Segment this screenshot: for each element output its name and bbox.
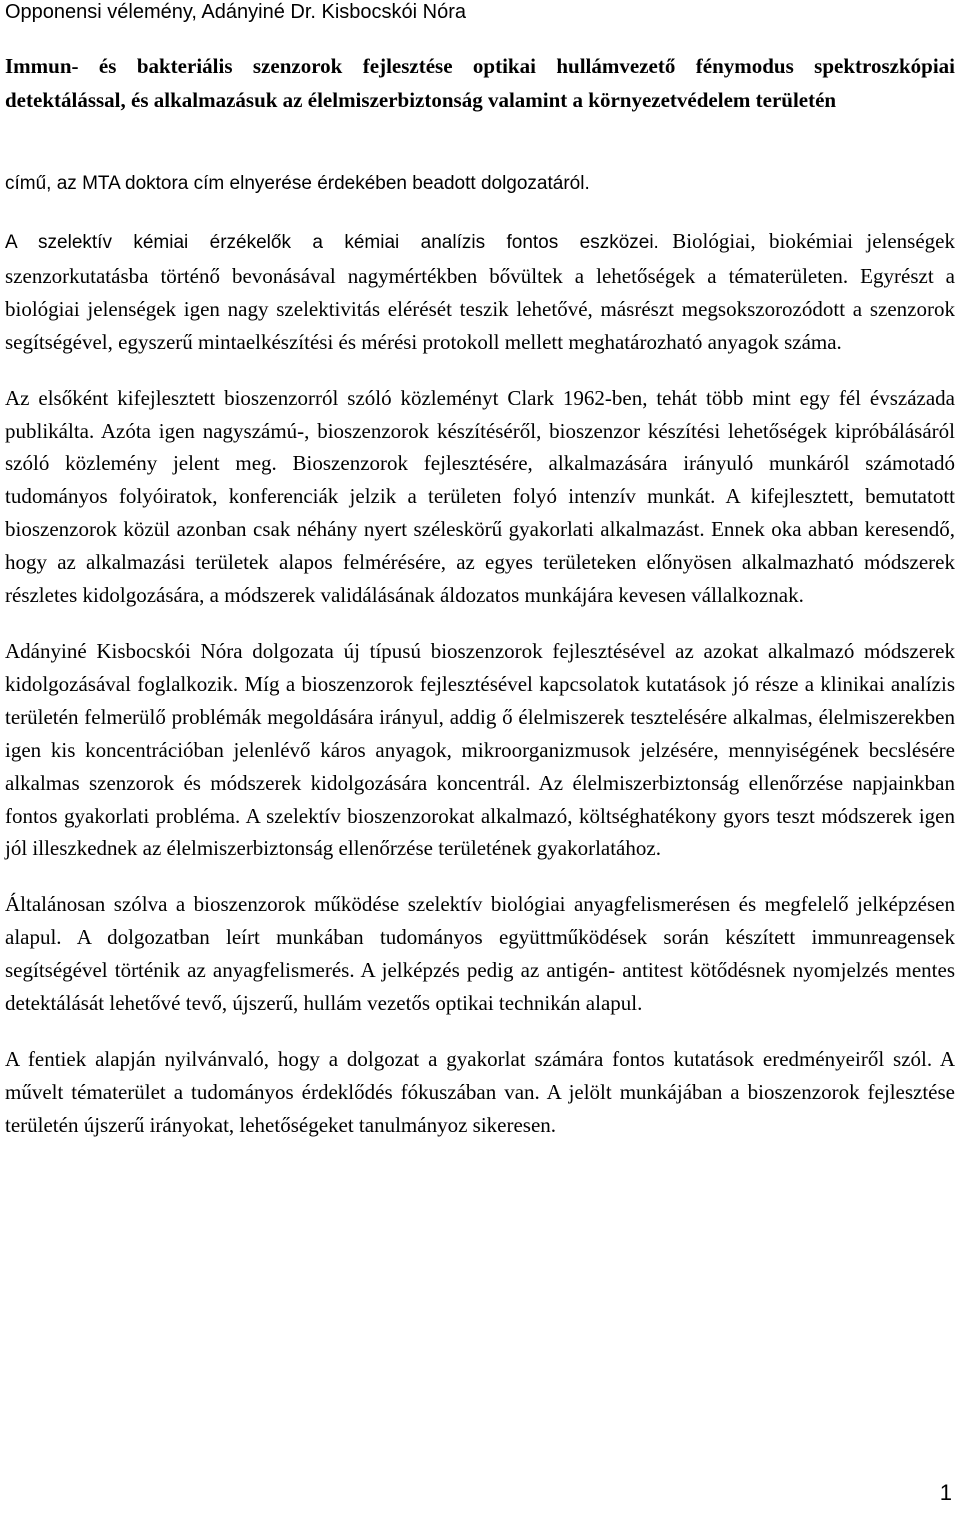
review-body <box>5 225 955 1165</box>
paragraph-3: Adányiné Kisbocskói Nóra dolgozata új típusú bioszenzorok fejlesztésével az azokat alkalmazó módszerek kidolgozásával foglalkozik. Míg a bioszenzorok fejlesztésével kapcsolatok kutatások jó része a klinikai analízis területén felmerülő problémák megoldására irányul, addig ő élelmiszerek tesztelésére alkalmas, élelmiszerekben igen kis koncentrációban jelenlévő káros anyagok, mikroorganizmusok jelzésére, mennyiségének becslésére alkalmas szenzorok és módszerek kidolgozására koncentrál. Az élelmiszerbiztonság ellenőrzése napjainkban fontos gyakorlati probléma. A szelektív bioszenzorokat alkalmazó, költséghatékony gyors teszt módszerek igen jól illeszkednek az élelmiszerbiztonság ellenőrzése területének gyakorlatához. <box>5 638 955 861</box>
paragraph-1-lead: A szelektív kémiai érzékelők a kémiai analízis fontos eszközei. <box>5 232 659 253</box>
dissertation-subtitle: című, az MTA doktora cím elnyerése érdekében beadott dolgozatáról. <box>5 173 590 194</box>
paragraph-4: Általánosan szólva a bioszenzorok működése szelektív biológiai anyagfelismerésen és megfelelő jelképzésen alapul. A dolgozatban leírt munkában tudományos együttműködések során készített immunreagensek segítségével történik az anyagfelismerés. A jelképzés pedig az antigén- antitest kötődésnek nyomjelzés mentes detektálását lehetővé tevő, újszerű, hullám vezetős optikai technikán alapul. <box>5 892 955 1016</box>
paragraph-1 <box>5 225 955 359</box>
page-number: 1 <box>939 1480 952 1505</box>
dissertation-title: Immun- és bakteriális szenzorok fejlesztése optikai hullámvezető fénymodus spektroszkópiai detektálással, és alkalmazásuk az élelmiszerbiztonság valamint a környezetvédelem területén <box>5 54 955 112</box>
paragraph-2: Az elsőként kifejlesztett bioszenzorról szóló közleményt Clark 1962-ben, tehát több mint egy fél évszázada publikálta. Azóta igen nagyszámú-, bioszenzorok készítéséről, bioszenzor készítési lehetőségek kipróbálásáról szóló közlemény jelent meg. Bioszenzorok fejlesztésére, alkalmazására irányuló munkáról számotadó tudományos folyóiratok, konferenciák jelzik a területen folyó intenzív munkát. A kifejlesztett, bemutatott bioszenzorok közül azonban csak néhány nyert széleskörű gyakorlati alkalmazást. Ennek oka abban keresendő, hogy az alkalmazási területek alapos felmérésére, az egyes területeken előnyösen alkalmazható módszerek részletes kidolgozására, a módszerek validálásának áldozatos munkájára kevesen vállalkoznak. <box>5 385 955 608</box>
paragraph-5: A fentiek alapján nyilvánvaló, hogy a dolgozat a gyakorlat számára fontos kutatások eredményeiről szól. A művelt tématerület a tudományos érdeklődés fókuszában van. A jelölt munkájában a bioszenzorok fejlesztése területén újszerű irányokat, lehetőségeket tanulmányoz sikeresen. <box>5 1046 955 1137</box>
document-header: Opponensi vélemény, Adányiné Dr. Kisbocskói Nóra <box>5 1 466 23</box>
paragraph-1-rest: Biológiai, biokémiai jelenségek szenzorkutatásba történő bevonásával nagymértékben bővültek a lehetőségek a tématerületen. Egyrészt a biológiai jelenségek igen nagy szelektivitás elérését teszik lehetővé, másrészt megsokszorozódott a szenzorok segítségével, egyszerű mintaelkészítési és mérési protokoll mellett meghatározható anyagok száma. <box>5 229 955 354</box>
